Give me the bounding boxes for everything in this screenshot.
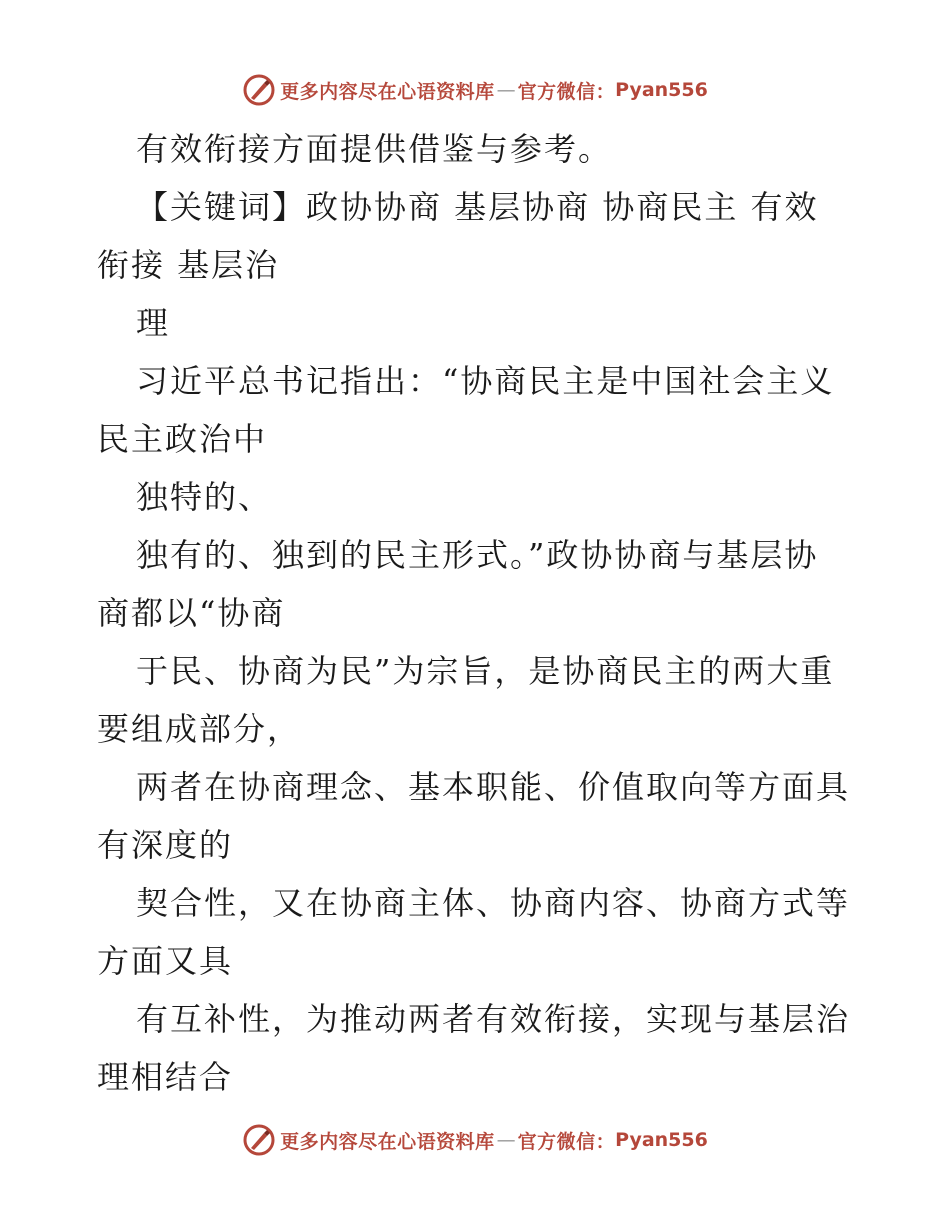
text-line: 商都以“协商 (97, 594, 286, 632)
watermark-account: Pyan556 (615, 1129, 708, 1151)
watermark-official-label: 官方微信： (517, 80, 616, 103)
watermark-account: Pyan556 (615, 79, 708, 101)
watermark-official-label: 官方微信： (517, 1130, 616, 1153)
text-line: 有互补性，为推动两者有效衔接，实现与基层治 (136, 1000, 851, 1038)
text-line: 有深度的 (97, 826, 234, 864)
pen-circle-logo-icon (242, 1123, 276, 1157)
watermark-separator: — (496, 79, 516, 101)
text-line: 有效衔接方面提供借鉴与参考。 (136, 130, 613, 168)
text-line: 于民、协商为民”为宗旨，是协商民主的两大重 (136, 652, 835, 690)
text-line: 两者在协商理念、基本职能、价值取向等方面具 (136, 768, 851, 806)
watermark-separator: — (496, 1129, 516, 1151)
document-body (97, 120, 857, 1106)
text-line: 习近平总书记指出：“协商民主是中国社会主义 (136, 362, 835, 400)
watermark-text: 更多内容尽在心语资料库 (280, 1130, 495, 1153)
text-line: 独特的、 (136, 478, 273, 516)
text-line: 理 (136, 304, 171, 342)
text-line: 契合性，又在协商主体、协商内容、协商方式等 (136, 884, 851, 922)
text-line: 【关键词】政协协商 基层协商 协商民主 有效 (136, 188, 819, 226)
pen-circle-logo-icon (242, 73, 276, 107)
watermark-text: 更多内容尽在心语资料库 (280, 80, 495, 103)
text-line: 民主政治中 (97, 420, 268, 458)
text-line: 独有的、独到的民主形式。”政协协商与基层协 (136, 536, 819, 574)
text-line: 要组成部分， (97, 710, 302, 748)
footer-watermark (0, 1120, 950, 1160)
text-line: 衔接 基层治 (97, 246, 280, 284)
header-watermark (0, 70, 950, 110)
text-line: 理相结合 (97, 1058, 234, 1096)
text-line: 方面又具 (97, 942, 234, 980)
